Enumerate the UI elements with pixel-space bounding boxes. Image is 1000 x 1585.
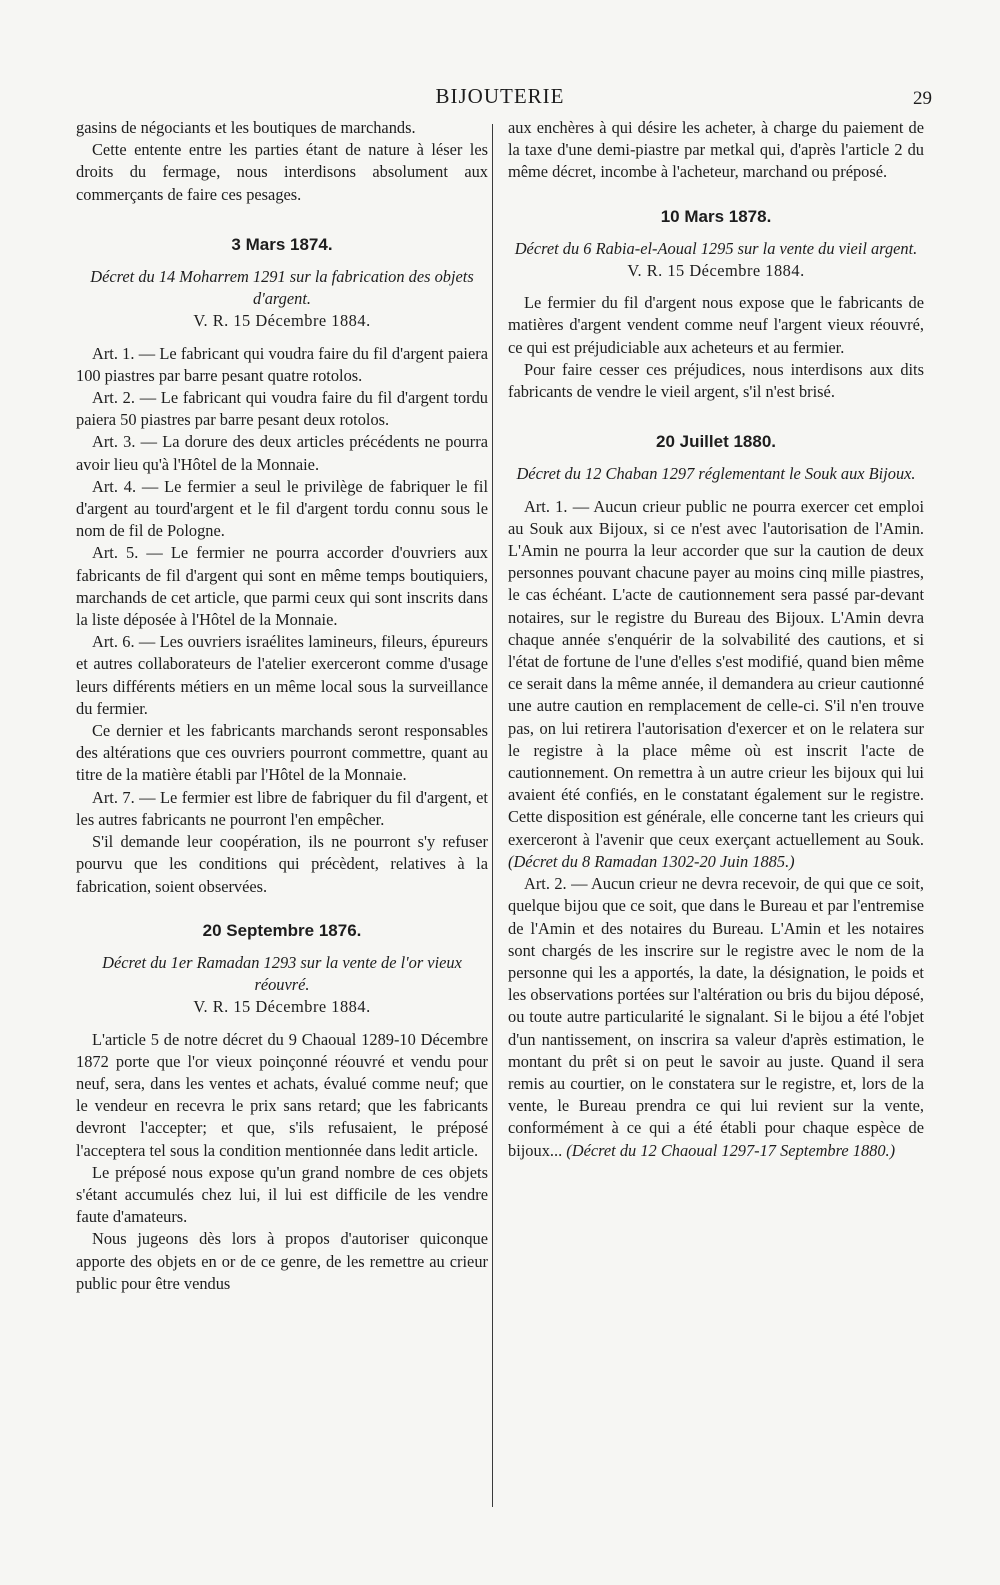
- article-5: Art. 5. — Le fermier ne pourra accorder d'ouvriers aux fabricants de fil d'argent qui sont en même temps boutiquiers, marchands de cet article, que parmi ceux qui sont inscrits dans la liste déposée à l'Hôtel de la Monnaie.: [76, 543, 488, 630]
- left-column: [76, 117, 488, 1295]
- column-divider: [492, 124, 493, 1507]
- right-column: [508, 117, 924, 1162]
- paragraph-1876-3: Nous jugeons dès lors à propos d'autoriser quiconque apporte des objets en or de ce genre, de les remettre au crieur public pour être vendus: [76, 1229, 488, 1293]
- decree-title-1876: Décret du 1er Ramadan 1293 sur la vente de l'or vieux réouvré.: [102, 952, 462, 995]
- page-number: 29: [913, 88, 932, 109]
- article-6: Art. 6. — Les ouvriers israélites lamineurs, fileurs, épureurs et autres collaborateurs de l'atelier exerceront comme d'usage leurs différents métiers en un même local sous la surveillance du fermier.: [76, 632, 488, 718]
- article-7: Art. 7. — Le fermier est libre de fabriquer du fil d'argent, et les autres fabricants ne pourront l'en empêcher.: [76, 787, 488, 829]
- decree-ref-1878: V. R. 15 Décembre 1884.: [627, 261, 805, 281]
- article-1880-1: [508, 496, 924, 873]
- decree-title-1878: Décret du 6 Rabia-el-Aoual 1295 sur la vente du vieil argent.: [514, 238, 918, 258]
- intro-paragraph-1: gasins de négociants et les boutiques de marchands.: [76, 118, 416, 137]
- section-date-1876: 20 Septembre 1876.: [202, 920, 362, 940]
- intro-paragraph-2: Cette entente entre les parties étant de nature à léser les droits du fermage, nous interdisons absolument aux commerçants de faire ces pesages.: [76, 140, 488, 204]
- paragraph-1876-2: Le préposé nous expose qu'un grand nombre de ces objets s'étant accumulés chez lui, il lui est difficile de les vendre faute d'amateurs.: [76, 1162, 488, 1227]
- decree-title-1874: Décret du 14 Moharrem 1291 sur la fabrication des objets d'argent.: [90, 267, 474, 309]
- article-1880-2-text: Art. 2. — Aucun crieur ne devra recevoir, de qui que ce soit, quelque bijou que ce soit, que dans le Bureau et par l'entremise de l'Amin et des notaires du Bureau. L'Amin et les notaires sont chargés de les inscrire sur le registre avec le nom de la personne qui les a apportés, la date, la désignation, le poids et les observations portées sur l'altération ou bris du bijou déposé, ou toute autre particularité le signalant. Si le bijou a été l'objet d'un nantissement, on inscrira sa valeur d'après estimation, le montant du prêt si on peut le savoir au juste. Quand il sera remis au courtier, on le constatera sur le registre, et, lors de la vente, le Bureau prendra ce qui lui revient sur la vente, conformément à ce qui a été établi pour chaque espèce de bijoux...: [508, 874, 924, 1160]
- article-3: Art. 3. — La dorure des deux articles précédents ne pourra avoir lieu qu'à l'Hôtel de la Monnaie.: [76, 432, 488, 474]
- section-date-1878: 10 Mars 1878.: [660, 206, 772, 226]
- article-1880-1-ref: (Décret du 8 Ramadan 1302-20 Juin 1885.): [508, 851, 795, 871]
- article-1880-1-text: Art. 1. — Aucun crieur public ne pourra exercer cet emploi au Souk aux Bijoux, si ce n'est avec l'autorisation de l'Amin. L'Amin ne pourra la leur accorder que sur la caution de deux personnes pouvant chacune payer au moins cinq mille piastres, le cas échéant. L'acte de cautionnement sera passé par-devant notaires, sur le registre du Bureau des Bijoux. L'Amin devra chaque année s'enquérir de la solvabilité des cautions, et si l'état de fortune de l'une d'elles s'est modifié, quand bien même ce serait dans la même année, il demandera au crieur cautionné une autre caution en remplacement de celle-ci. S'il n'en trouve pas, on lui retirera l'autorisation d'exercer et on le relatera sur le registre à la place même où est inscrit l'acte de cautionnement. On remettra à un autre crieur les bijoux qui lui avaient été confiés, en le constatant également sur le registre. Cette disposition est générale, elle concerne tant les crieurs qui exerceront à l'avenir que ceux exerçant actuellement au Souk.: [508, 496, 924, 849]
- article-6-continued: Ce dernier et les fabricants marchands seront responsables des altérations que ces ouvriers pourront commettre, quant au titre de la matière établi par l'Hôtel de la Monnaie.: [76, 721, 488, 785]
- decree-ref-1874: V. R. 15 Décembre 1884.: [193, 311, 371, 331]
- paragraph-1878-1: Le fermier du fil d'argent nous expose que le fabricants de matières d'argent vendent comme neuf l'argent vieux réouvré, ce qui est préjudiciable aux acheteurs et au fermier.: [508, 293, 924, 357]
- decree-title-1880: Décret du 12 Chaban 1297 réglementant le Souk aux Bijoux.: [516, 464, 916, 484]
- paragraph-1878-2: Pour faire cesser ces préjudices, nous interdisons aux dits fabricants de vendre le vieil argent, s'il n'est brisé.: [508, 359, 924, 402]
- decree-ref-1876: V. R. 15 Décembre 1884.: [193, 997, 371, 1017]
- section-date-1880: 20 Juillet 1880.: [655, 432, 777, 452]
- article-1: Art. 1. — Le fabricant qui voudra faire du fil d'argent paiera 100 piastres par barre pesant quatre rotolos.: [76, 343, 488, 385]
- article-7-continued: S'il demande leur coopération, ils ne pourront s'y refuser pourvu que les conditions qui précèdent, relatives à la fabrication, soient observées.: [76, 832, 488, 896]
- article-4: Art. 4. — Le fermier a seul le privilège de fabriquer le fil d'argent au tourd'argent et le fil d'argent tordu connu sous le nom de fil de Pologne.: [76, 476, 488, 541]
- article-1880-2: [508, 873, 924, 1162]
- continued-paragraph: aux enchères à qui désire les acheter, à charge du paiement de la taxe d'une demi-piastre par metkal qui, d'après l'article 2 du même décret, incombe à l'acheteur, marchand ou préposé.: [508, 118, 924, 182]
- article-1880-2-ref: (Décret du 12 Chaoual 1297-17 Septembre 1880.): [566, 1140, 896, 1160]
- page-header: [0, 84, 1000, 114]
- paragraph-1876-1: L'article 5 de notre décret du 9 Chaoual 1289-10 Décembre 1872 porte que l'or vieux poinçonné réouvré et vendu pour neuf, sera, dans les ventes et achats, évalué comme neuf; que le vendeur en recevra le prix sans retard; que les fabricants devront l'accepter; et que, s'ils refusaient, le préposé l'accepterа tel sous la condition mentionnée dans ledit article.: [76, 1029, 488, 1160]
- running-title: BIJOUTERIE: [435, 84, 565, 108]
- section-date-1874: 3 Mars 1874.: [231, 234, 333, 254]
- article-2: Art. 2. — Le fabricant qui voudra faire du fil d'argent tordu paiera 50 piastres par barre pesant deux rotolos.: [76, 388, 488, 430]
